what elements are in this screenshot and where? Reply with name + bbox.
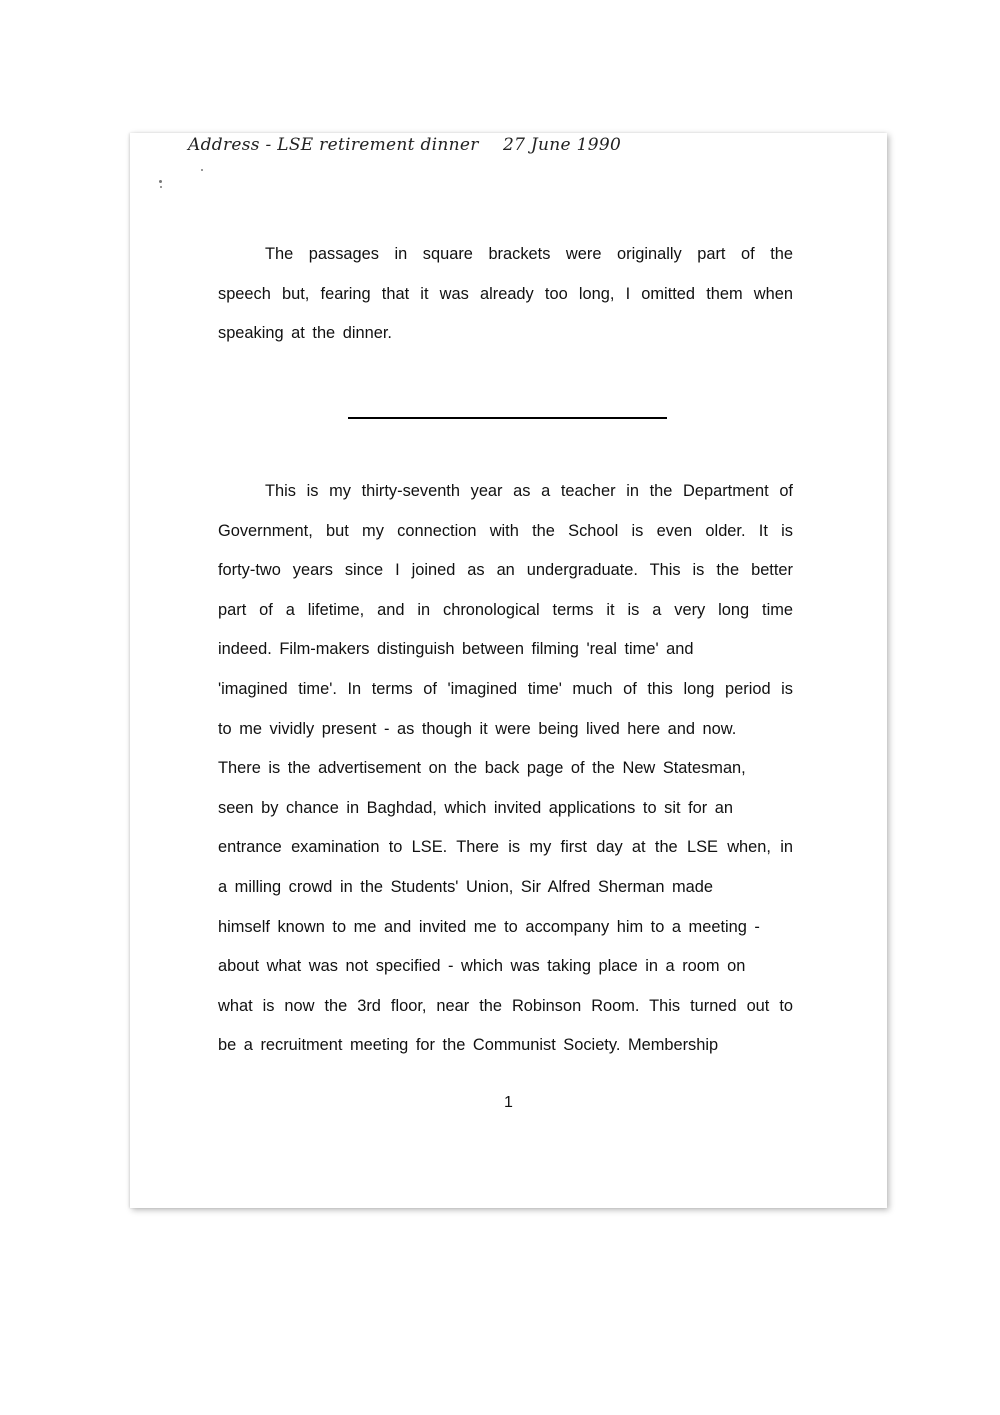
body-line: part of a lifetime, and in chronological terms it is a very long time [218,600,793,619]
ink-speck [159,180,162,183]
ink-speck [201,169,203,171]
section-divider [348,417,667,419]
handwritten-title: Address - LSE retirement dinner [188,135,479,155]
handwritten-date: 27 June 1990 [503,135,622,155]
body-line: about what was not specified - which was taking place in a room on [218,957,746,976]
handwritten-annotation [188,135,622,155]
page-number: 1 [504,1094,513,1111]
body-line: This is my thirty-seventh year as a teacher in the Department of [265,482,793,500]
body-line: 'imagined time'. In terms of 'imagined time' much of this long period is [218,679,793,698]
body-line: seen by chance in Baghdad, which invited applications to sit for an [218,798,734,817]
body-line: to me vividly present - as though it were being lived here and now. [218,719,737,738]
ink-speck [160,186,162,188]
body-line: himself known to me and invited me to accompany him to a meeting - [218,917,760,936]
body-line: indeed. Film-makers distinguish between filming 'real time' and [218,640,694,659]
body-paragraph [218,472,793,1066]
document-page [130,133,887,1208]
preface-line: speaking at the dinner. [218,324,392,343]
body-line: be a recruitment meeting for the Communist Society. Membership [218,1036,719,1055]
body-line: There is the advertisement on the back page of the New Statesman, [218,759,746,778]
body-line: a milling crowd in the Students' Union, Sir Alfred Sherman made [218,877,714,896]
preface-paragraph [218,235,793,354]
preface-line: The passages in square brackets were originally part of the [265,245,793,263]
body-line: what is now the 3rd floor, near the Robinson Room. This turned out to [218,996,793,1015]
body-line: forty-two years since I joined as an undergraduate. This is the better [218,561,793,580]
body-line: Government, but my connection with the School is even older. It is [218,521,793,540]
body-line: entrance examination to LSE. There is my first day at the LSE when, in [218,838,793,857]
preface-line: speech but, fearing that it was already too long, I omitted them when [218,284,793,303]
